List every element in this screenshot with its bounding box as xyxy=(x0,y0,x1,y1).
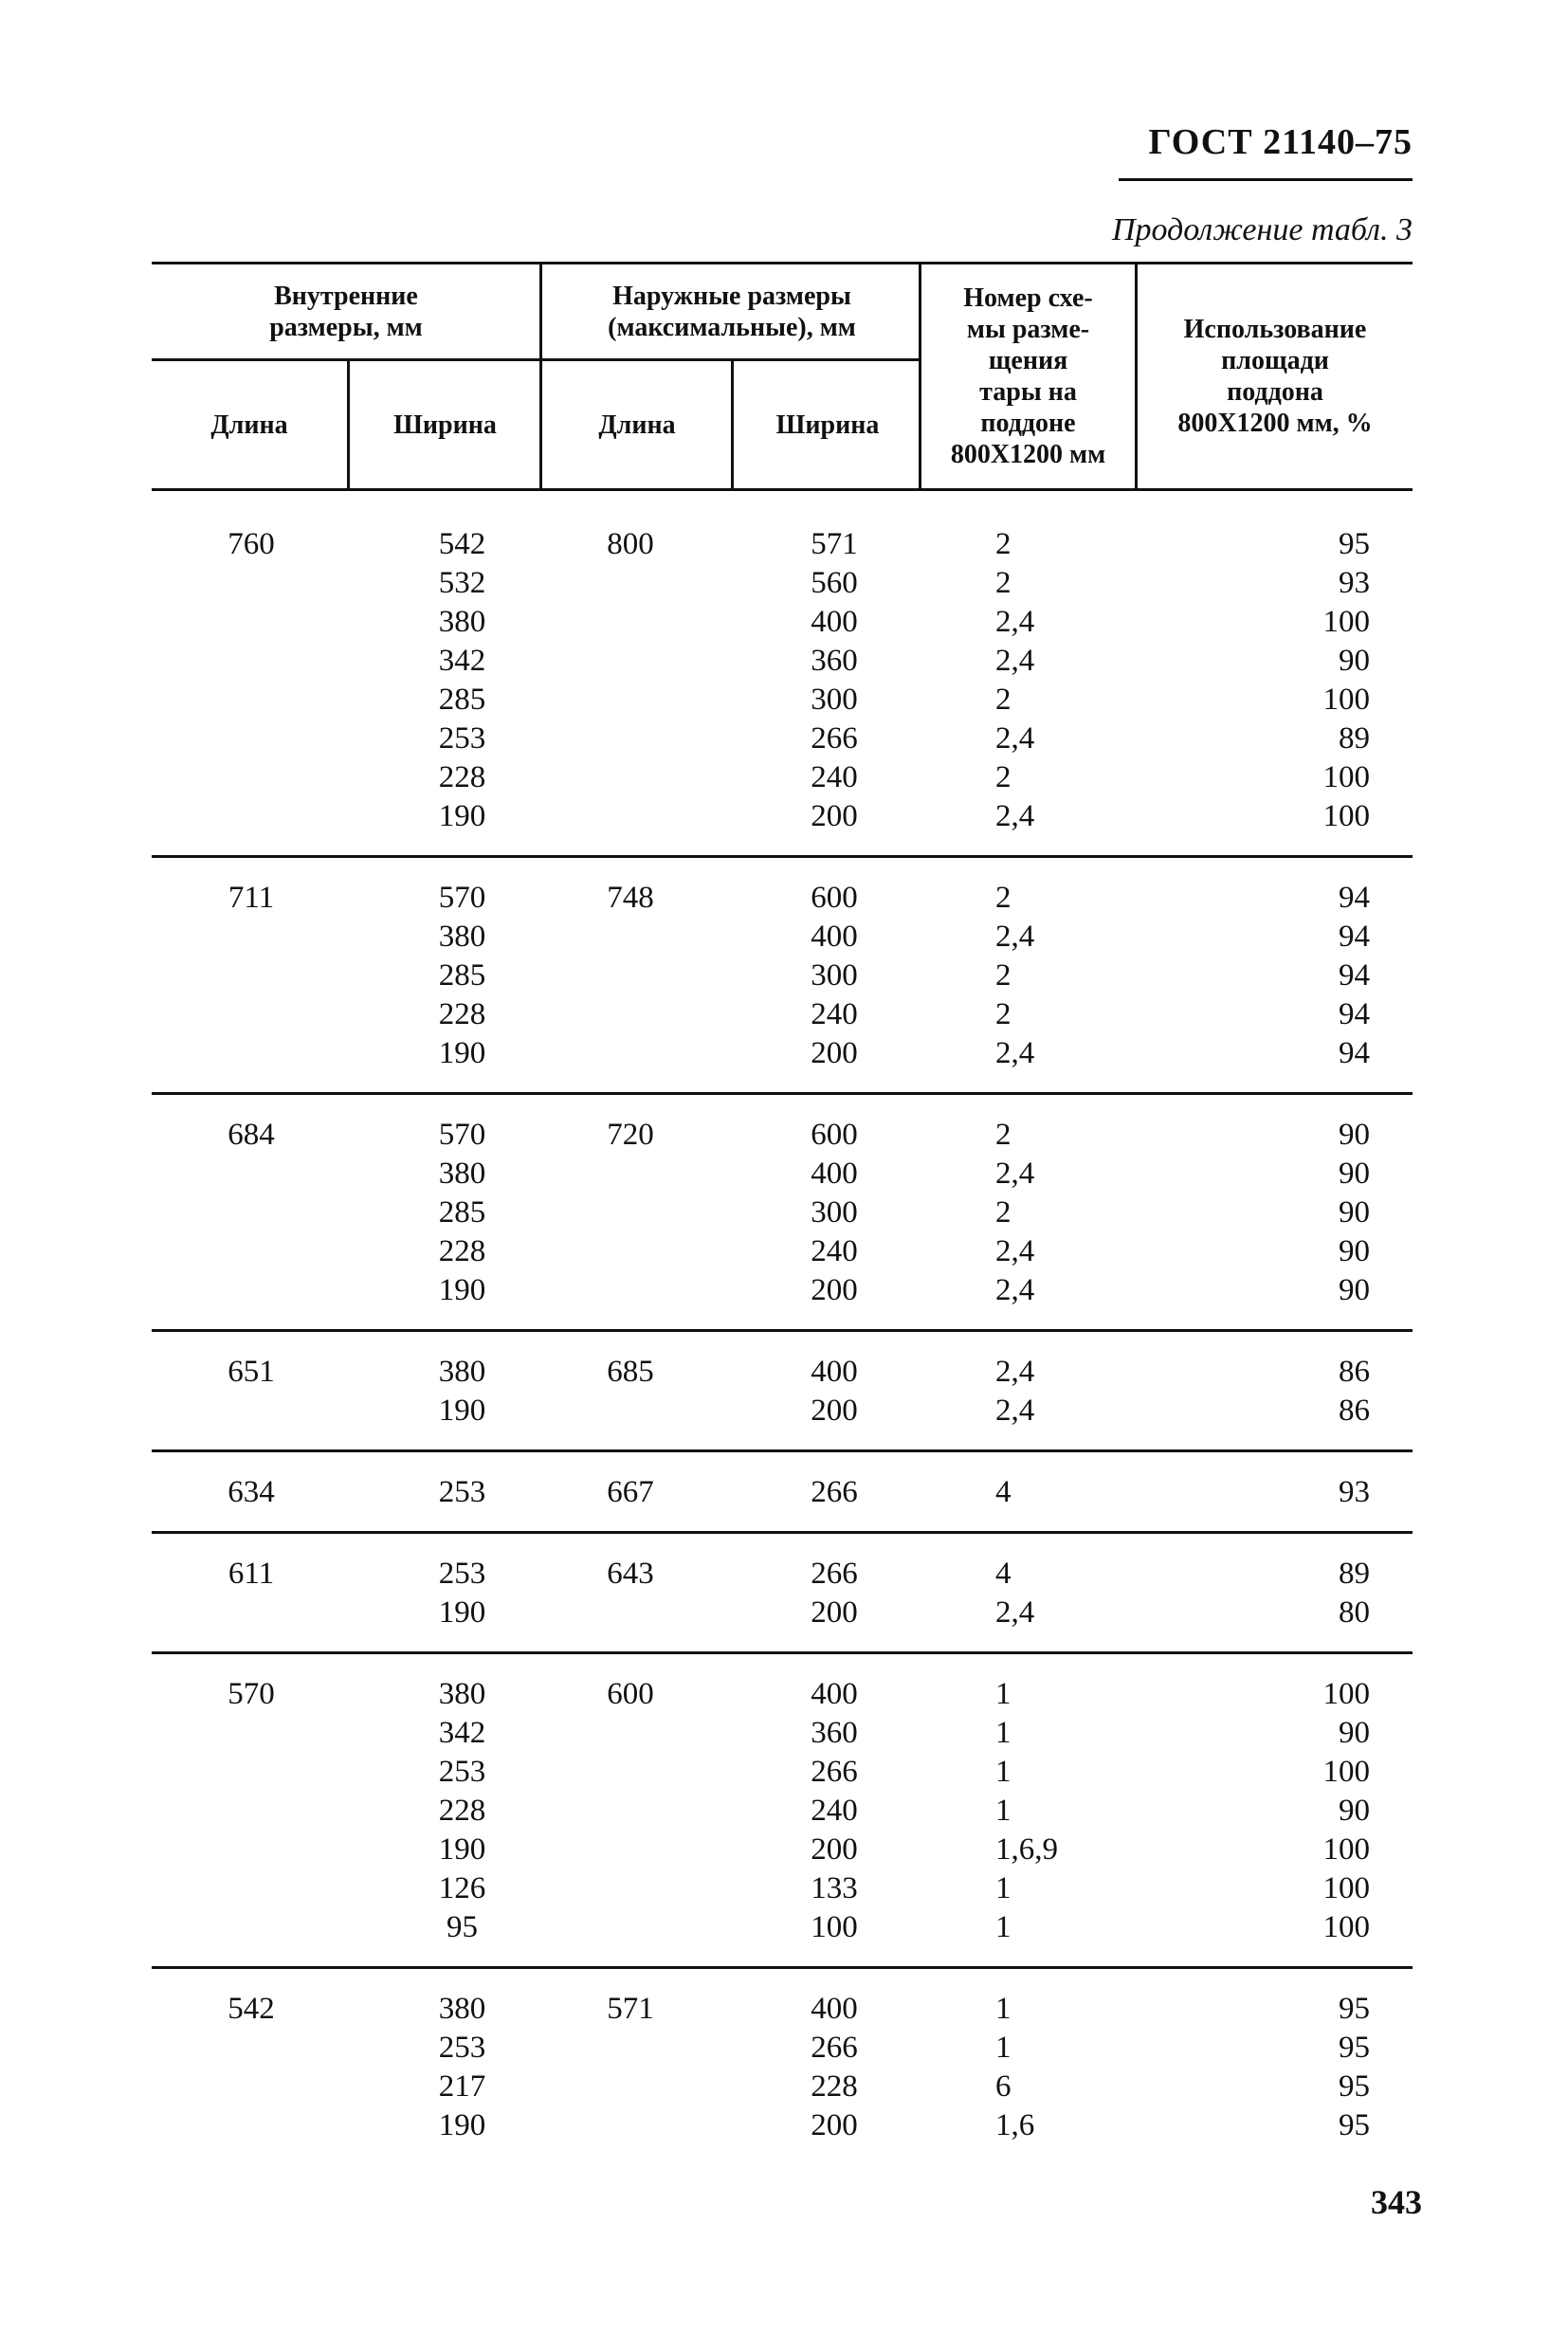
outer-width-cell: 266 xyxy=(811,721,858,756)
inner-length-cell: 651 xyxy=(228,1355,275,1389)
area-usage-cell: 90 xyxy=(1339,1716,1370,1750)
header-divider-outer-scheme xyxy=(919,264,921,488)
table-row xyxy=(152,957,1413,995)
inner-width-cell: 570 xyxy=(438,1118,486,1152)
area-usage-cell: 100 xyxy=(1322,1832,1370,1867)
inner-width-cell: 380 xyxy=(438,1992,486,2026)
scheme-number-cell: 6 xyxy=(995,2069,1012,2104)
area-usage-cell: 90 xyxy=(1339,644,1370,678)
outer-width-cell: 266 xyxy=(811,1475,858,1509)
outer-width-cell: 300 xyxy=(811,958,858,993)
table-row xyxy=(152,2068,1413,2106)
outer-width-cell: 360 xyxy=(811,1716,858,1750)
area-usage-cell: 80 xyxy=(1339,1595,1370,1630)
scheme-number-cell: 1 xyxy=(995,1871,1012,1905)
inner-width-cell: 253 xyxy=(438,1475,486,1509)
header-outer-length-label: Длина xyxy=(598,410,676,440)
inner-width-cell: 190 xyxy=(438,799,486,833)
inner-length-cell: 634 xyxy=(228,1475,275,1509)
table-row xyxy=(152,642,1413,681)
inner-width-cell: 253 xyxy=(438,2031,486,2065)
table-row xyxy=(152,1034,1413,1073)
area-usage-cell: 100 xyxy=(1322,760,1370,794)
table-row xyxy=(152,1155,1413,1194)
inner-width-cell: 380 xyxy=(438,920,486,954)
outer-length-cell: 685 xyxy=(607,1355,654,1389)
inner-width-cell: 190 xyxy=(438,1832,486,1867)
header-outer-dimensions xyxy=(542,264,921,358)
inner-width-cell: 570 xyxy=(438,881,486,915)
inner-length-cell: 570 xyxy=(228,1677,275,1711)
header-inner-width-label: Ширина xyxy=(393,410,497,440)
inner-width-cell: 190 xyxy=(438,1273,486,1307)
table-row xyxy=(152,720,1413,758)
table-row xyxy=(152,995,1413,1034)
outer-width-cell: 400 xyxy=(811,1992,858,2026)
outer-length-cell: 800 xyxy=(607,527,654,561)
inner-width-cell: 342 xyxy=(438,1716,486,1750)
outer-length-cell: 600 xyxy=(607,1677,654,1711)
scheme-number-cell: 1 xyxy=(995,1716,1012,1750)
outer-width-cell: 200 xyxy=(811,1832,858,1867)
scheme-number-cell: 2 xyxy=(995,997,1012,1031)
area-usage-cell: 94 xyxy=(1339,997,1370,1031)
scheme-number-cell: 2 xyxy=(995,566,1012,600)
area-usage-cell: 89 xyxy=(1339,1557,1370,1591)
inner-width-cell: 95 xyxy=(447,1910,478,1944)
inner-width-cell: 380 xyxy=(438,1355,486,1389)
table-row xyxy=(152,564,1413,603)
inner-width-cell: 285 xyxy=(438,1195,486,1230)
outer-width-cell: 400 xyxy=(811,920,858,954)
inner-width-cell: 380 xyxy=(438,605,486,639)
outer-width-cell: 400 xyxy=(811,1677,858,1711)
area-usage-cell: 90 xyxy=(1339,1234,1370,1268)
scheme-number-cell: 1 xyxy=(995,2031,1012,2065)
inner-width-cell: 542 xyxy=(438,527,486,561)
table-group xyxy=(152,1969,1413,2164)
table-group xyxy=(152,1654,1413,1969)
outer-width-cell: 133 xyxy=(811,1871,858,1905)
scheme-number-cell: 2,4 xyxy=(995,644,1035,678)
area-usage-cell: 100 xyxy=(1322,683,1370,717)
inner-width-cell: 190 xyxy=(438,1595,486,1630)
outer-width-cell: 300 xyxy=(811,683,858,717)
table-row xyxy=(152,1271,1413,1310)
area-usage-cell: 100 xyxy=(1322,1755,1370,1789)
header-divider-outer-length-width xyxy=(731,361,734,488)
area-usage-cell: 90 xyxy=(1339,1195,1370,1230)
header-outer-width xyxy=(734,361,921,488)
scheme-number-cell: 2,4 xyxy=(995,799,1035,833)
scheme-number-cell: 4 xyxy=(995,1557,1012,1591)
scheme-number-cell: 2,4 xyxy=(995,1273,1035,1307)
table-row xyxy=(152,1908,1413,1947)
scheme-number-cell: 2,4 xyxy=(995,1595,1035,1630)
outer-width-cell: 240 xyxy=(811,760,858,794)
outer-width-cell: 360 xyxy=(811,644,858,678)
table-row xyxy=(152,1792,1413,1831)
area-usage-cell: 90 xyxy=(1339,1118,1370,1152)
outer-width-cell: 400 xyxy=(811,605,858,639)
inner-width-cell: 228 xyxy=(438,997,486,1031)
outer-width-cell: 266 xyxy=(811,1557,858,1591)
inner-width-cell: 253 xyxy=(438,1755,486,1789)
scheme-number-cell: 2 xyxy=(995,958,1012,993)
scheme-number-cell: 4 xyxy=(995,1475,1012,1509)
table-row xyxy=(152,1753,1413,1792)
area-usage-cell: 86 xyxy=(1339,1394,1370,1428)
inner-width-cell: 126 xyxy=(438,1871,486,1905)
table-group xyxy=(152,1095,1413,1332)
header-area-usage-label: Использование площади поддона 800Х1200 мм, % xyxy=(1177,315,1373,438)
scheme-number-cell: 1 xyxy=(995,1910,1012,1944)
area-usage-cell: 93 xyxy=(1339,1475,1370,1509)
table-row xyxy=(152,1594,1413,1632)
inner-width-cell: 380 xyxy=(438,1677,486,1711)
area-usage-cell: 95 xyxy=(1339,1992,1370,2026)
header-inner-length xyxy=(152,361,347,488)
inner-width-cell: 190 xyxy=(438,2108,486,2142)
outer-width-cell: 240 xyxy=(811,1234,858,1268)
header-inner-dimensions xyxy=(152,264,540,358)
outer-width-cell: 571 xyxy=(811,527,858,561)
table-row xyxy=(152,758,1413,797)
outer-width-cell: 240 xyxy=(811,997,858,1031)
scheme-number-cell: 2 xyxy=(995,760,1012,794)
table-row xyxy=(152,525,1413,564)
area-usage-cell: 100 xyxy=(1322,1677,1370,1711)
area-usage-cell: 90 xyxy=(1339,1794,1370,1828)
scheme-number-cell: 1 xyxy=(995,1794,1012,1828)
table-row xyxy=(152,918,1413,957)
inner-width-cell: 190 xyxy=(438,1036,486,1070)
header-divider-scheme-usage xyxy=(1135,264,1138,488)
inner-width-cell: 217 xyxy=(438,2069,486,2104)
inner-length-cell: 711 xyxy=(228,881,275,915)
inner-length-cell: 760 xyxy=(228,527,275,561)
table-row xyxy=(152,1831,1413,1869)
outer-width-cell: 228 xyxy=(811,2069,858,2104)
inner-length-cell: 684 xyxy=(228,1118,275,1152)
table-row xyxy=(152,1392,1413,1431)
header-subdivider xyxy=(152,358,921,361)
area-usage-cell: 90 xyxy=(1339,1157,1370,1191)
scheme-number-cell: 2,4 xyxy=(995,920,1035,954)
outer-length-cell: 643 xyxy=(607,1557,654,1591)
table-row xyxy=(152,2029,1413,2068)
scheme-number-cell: 1,6,9 xyxy=(995,1832,1058,1867)
area-usage-cell: 94 xyxy=(1339,1036,1370,1070)
outer-width-cell: 266 xyxy=(811,2031,858,2065)
outer-width-cell: 600 xyxy=(811,881,858,915)
page-number: 343 xyxy=(1371,2183,1422,2221)
table-body xyxy=(152,491,1413,2164)
header-inner-length-label: Длина xyxy=(210,410,288,440)
outer-length-cell: 571 xyxy=(607,1992,654,2026)
table-row xyxy=(152,1194,1413,1232)
outer-length-cell: 667 xyxy=(607,1475,654,1509)
inner-length-cell: 611 xyxy=(228,1557,275,1591)
outer-width-cell: 400 xyxy=(811,1355,858,1389)
table-row xyxy=(152,1353,1413,1392)
scheme-number-cell: 2 xyxy=(995,1118,1012,1152)
table-group xyxy=(152,1332,1413,1452)
area-usage-cell: 100 xyxy=(1322,1910,1370,1944)
scheme-number-cell: 2,4 xyxy=(995,1157,1035,1191)
inner-length-cell: 542 xyxy=(228,1992,275,2026)
outer-width-cell: 100 xyxy=(811,1910,858,1944)
table-row xyxy=(152,1869,1413,1908)
scheme-number-cell: 2,4 xyxy=(995,1036,1035,1070)
table-row xyxy=(152,879,1413,918)
table-continuation-caption: Продолжение табл. 3 xyxy=(1111,212,1413,247)
area-usage-cell: 95 xyxy=(1339,2108,1370,2142)
outer-width-cell: 200 xyxy=(811,1036,858,1070)
table-row xyxy=(152,1675,1413,1714)
header-scheme-number-label: Номер схе- мы разме- щения тары на поддоне 800Х1200 мм xyxy=(950,283,1106,469)
table-row xyxy=(152,1990,1413,2029)
inner-width-cell: 532 xyxy=(438,566,486,600)
header-outer-length xyxy=(542,361,732,488)
scheme-number-cell: 2 xyxy=(995,683,1012,717)
outer-width-cell: 200 xyxy=(811,1595,858,1630)
inner-width-cell: 342 xyxy=(438,644,486,678)
scheme-number-cell: 2,4 xyxy=(995,1394,1035,1428)
table-row xyxy=(152,1473,1413,1512)
outer-width-cell: 560 xyxy=(811,566,858,600)
scheme-number-cell: 1,6 xyxy=(995,2108,1035,2142)
outer-width-cell: 266 xyxy=(811,1755,858,1789)
area-usage-cell: 100 xyxy=(1322,605,1370,639)
table-row xyxy=(152,1232,1413,1271)
scheme-number-cell: 2 xyxy=(995,527,1012,561)
table-header xyxy=(152,262,1413,491)
scheme-number-cell: 2 xyxy=(995,881,1012,915)
area-usage-cell: 90 xyxy=(1339,1273,1370,1307)
header-scheme-number xyxy=(921,264,1135,488)
area-usage-cell: 95 xyxy=(1339,2069,1370,2104)
document-code: ГОСТ 21140–75 xyxy=(1148,122,1413,162)
table-row xyxy=(152,797,1413,836)
outer-width-cell: 200 xyxy=(811,2108,858,2142)
scheme-number-cell: 2,4 xyxy=(995,721,1035,756)
scheme-number-cell: 2,4 xyxy=(995,1234,1035,1268)
outer-width-cell: 200 xyxy=(811,799,858,833)
table-row xyxy=(152,1714,1413,1753)
scheme-number-cell: 1 xyxy=(995,1992,1012,2026)
header-area-usage xyxy=(1138,264,1413,488)
area-usage-cell: 100 xyxy=(1322,799,1370,833)
outer-length-cell: 720 xyxy=(607,1118,654,1152)
area-usage-cell: 93 xyxy=(1339,566,1370,600)
outer-width-cell: 200 xyxy=(811,1394,858,1428)
table-row xyxy=(152,603,1413,642)
table-row xyxy=(152,1555,1413,1594)
area-usage-cell: 94 xyxy=(1339,920,1370,954)
inner-width-cell: 380 xyxy=(438,1157,486,1191)
table-group xyxy=(152,1452,1413,1534)
inner-width-cell: 228 xyxy=(438,760,486,794)
header-divider-inner-outer xyxy=(539,264,542,488)
scheme-number-cell: 1 xyxy=(995,1755,1012,1789)
header-outer-width-label: Ширина xyxy=(775,410,880,440)
area-usage-cell: 94 xyxy=(1339,958,1370,993)
outer-width-cell: 240 xyxy=(811,1794,858,1828)
inner-width-cell: 190 xyxy=(438,1394,486,1428)
header-outer-dimensions-label: Наружные размеры (максимальные), мм xyxy=(608,281,856,342)
document-code-underline xyxy=(1119,178,1413,181)
outer-width-cell: 600 xyxy=(811,1118,858,1152)
scheme-number-cell: 1 xyxy=(995,1677,1012,1711)
table-row xyxy=(152,2106,1413,2145)
outer-width-cell: 300 xyxy=(811,1195,858,1230)
inner-width-cell: 228 xyxy=(438,1234,486,1268)
header-divider-inner-length-width xyxy=(347,361,350,488)
outer-length-cell: 748 xyxy=(607,881,654,915)
area-usage-cell: 95 xyxy=(1339,527,1370,561)
table-group xyxy=(152,1534,1413,1654)
table-group xyxy=(152,858,1413,1095)
area-usage-cell: 100 xyxy=(1322,1871,1370,1905)
scheme-number-cell: 2,4 xyxy=(995,605,1035,639)
table-row xyxy=(152,1116,1413,1155)
inner-width-cell: 253 xyxy=(438,721,486,756)
area-usage-cell: 89 xyxy=(1339,721,1370,756)
table-group xyxy=(152,491,1413,858)
inner-width-cell: 285 xyxy=(438,958,486,993)
inner-width-cell: 228 xyxy=(438,1794,486,1828)
header-inner-width xyxy=(350,361,540,488)
table-row xyxy=(152,681,1413,720)
scheme-number-cell: 2,4 xyxy=(995,1355,1035,1389)
pallet-dimensions-table xyxy=(152,262,1413,2164)
area-usage-cell: 95 xyxy=(1339,2031,1370,2065)
inner-width-cell: 253 xyxy=(438,1557,486,1591)
header-inner-dimensions-label: Внутренние размеры, мм xyxy=(269,281,423,342)
inner-width-cell: 285 xyxy=(438,683,486,717)
area-usage-cell: 94 xyxy=(1339,881,1370,915)
outer-width-cell: 200 xyxy=(811,1273,858,1307)
outer-width-cell: 400 xyxy=(811,1157,858,1191)
scheme-number-cell: 2 xyxy=(995,1195,1012,1230)
area-usage-cell: 86 xyxy=(1339,1355,1370,1389)
